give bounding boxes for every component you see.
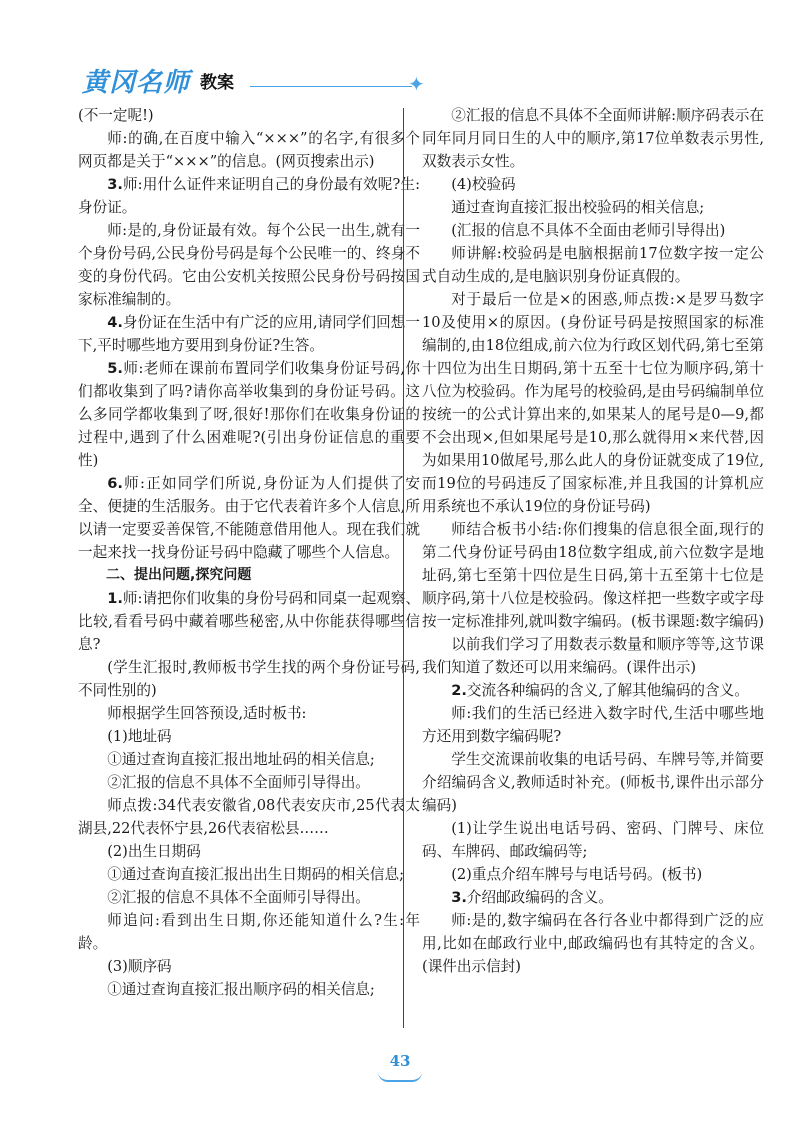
paragraph-text: 身份证在生活中有广泛的应用,请同学们回想一下,平时哪些地方要用到身份证?生答。: [78, 314, 420, 354]
paragraph-text: 师根据学生回答预设,适时板书:: [107, 705, 307, 722]
paragraph: [78, 656, 420, 702]
paragraph: [422, 219, 764, 242]
paragraph: [78, 794, 420, 840]
paragraph: [422, 633, 764, 679]
paragraph-text: 交流各种编码的含义,了解其他编码的含义。: [466, 682, 749, 699]
paragraph: [78, 173, 420, 219]
paragraph-text: 通过查询直接汇报出校验码的相关信息;: [451, 199, 705, 216]
paragraph-text: ①通过查询直接汇报出地址码的相关信息;: [107, 751, 375, 768]
paragraph: [78, 472, 420, 564]
paragraph-text: (2)重点介绍车牌号与电话号码。(板书): [451, 866, 703, 883]
paragraph-text: (3)顺序码: [107, 958, 172, 975]
paragraph: [422, 288, 764, 518]
paragraph-text: ②汇报的信息不具体不全面师讲解:顺序码表示在同年同月同日生的人中的顺序,第17位单数表示男性,双数表示女性。: [422, 107, 764, 170]
paragraph: [78, 587, 420, 656]
sparkle-icon: ✦: [408, 72, 425, 96]
paragraph-text: (4)校验码: [451, 176, 516, 193]
paragraph-text: (1)让学生说出电话号码、密码、门牌号、床位码、车牌码、邮政编码等;: [422, 820, 764, 860]
paragraph-text: 师追问:看到出生日期,你还能知道什么?生:年龄。: [78, 912, 420, 952]
paragraph-text: 二、提出问题,探究问题: [106, 567, 252, 583]
paragraph: [78, 564, 420, 587]
paragraph-text: 以前我们学习了用数表示数量和顺序等等,这节课我们知道了数还可以用来编码。(课件出示): [422, 636, 764, 676]
paragraph-text: 介绍邮政编码的含义。: [466, 889, 613, 906]
paragraph: [78, 748, 420, 771]
right-column: [422, 104, 764, 978]
paragraph-text: 师:老师在课前布置同学们收集身份证号码,你们都收集到了吗?请你高举收集到的身份证号码。这么多同学都收集到了呀,很好!那你们在收集身份证的过程中,遇到了什么困难呢?(引出身份证信息的重要性): [78, 360, 420, 469]
paragraph: [422, 748, 764, 817]
item-number: 6.: [107, 475, 123, 492]
paragraph: [78, 771, 420, 794]
brand-subtitle: 教案: [200, 73, 234, 93]
paragraph: [78, 219, 420, 311]
paragraph: [422, 863, 764, 886]
page-number: 43: [389, 1052, 411, 1070]
paragraph: [78, 886, 420, 909]
paragraph-text: 师:我们的生活已经进入数字时代,生活中哪些地方还用到数字编码呢?: [422, 705, 764, 745]
paragraph: [78, 311, 420, 357]
paragraph-text: 师:是的,数字编码在各行各业中都得到广泛的应用,比如在邮政行业中,邮政编码也有其特定的含义。(课件出示信封): [422, 912, 764, 975]
paragraph-text: (不一定呢!): [78, 107, 154, 124]
paragraph: [422, 104, 764, 173]
paragraph-text: 对于最后一位是×的困惑,师点拨:×是罗马数字10及使用×的原因。(身份证号码是按照国家的标准编制的,由18位组成,前六位为行政区划代码,第七至第十四位为出生日期码,第十五至十七位为顺序码,第十八位为校验码。作为尾号的校验码,是由号码编制单位按统一的公式计算出来的,如果某人的尾号是0—9,都不会出现×,但如果尾号是10,那么就得用×来代替,因为如果用10做尾号,那么此人的身份证就变成了19位,而19位的号码违反了国家标准,并且我国的计算机应用系统也不承认19位的身份证号码): [422, 291, 764, 515]
paragraph: [422, 817, 764, 863]
paragraph: [78, 909, 420, 955]
paragraph-text: ①通过查询直接汇报出顺序码的相关信息;: [107, 981, 375, 998]
paragraph-text: 师:的确,在百度中输入“×××”的名字,有很多个网页都是关于“×××”的信息。(网页搜索出示): [78, 130, 420, 170]
paragraph-text: 师点拨:34代表安徽省,08代表安庆市,25代表太湖县,22代表怀宁县,26代表宿松县……: [78, 797, 420, 837]
paragraph: [78, 863, 420, 886]
paragraph-text: 学生交流课前收集的电话号码、车牌号等,并简要介绍编码含义,教师适时补充。(师板书,课件出示部分编码): [422, 751, 764, 814]
paragraph-text: (汇报的信息不具体不全面由老师引导得出): [451, 222, 726, 239]
page-number-ornament: [378, 1072, 422, 1082]
item-number: 2.: [451, 682, 467, 699]
header-rule: [250, 86, 412, 87]
paragraph: [78, 955, 420, 978]
paragraph: [78, 357, 420, 472]
paragraph-text: (1)地址码: [107, 728, 172, 745]
paragraph-text: 师:用什么证件来证明自己的身份最有效呢?生:身份证。: [78, 176, 420, 216]
paragraph: [78, 978, 420, 1001]
paragraph: [422, 242, 764, 288]
item-number: 4.: [107, 314, 123, 331]
paragraph-text: 师:是的,身份证最有效。每个公民一出生,就有一个身份号码,公民身份号码是每个公民唯一的、终身不变的身份代码。它由公安机关按照公民身份号码按国家标准编制的。: [78, 222, 420, 308]
item-number: 1.: [107, 590, 123, 607]
item-number: 3.: [451, 889, 467, 906]
paragraph-text: ②汇报的信息不具体不全面师引导得出。: [107, 774, 370, 791]
paragraph-text: (2)出生日期码: [107, 843, 201, 860]
paragraph: [422, 173, 764, 196]
paragraph: [422, 518, 764, 633]
paragraph: [422, 702, 764, 748]
paragraph-text: 师结合板书小结:你们搜集的信息很全面,现行的第二代身份证号码由18位数字组成,前六位数字是地址码,第七至第十四位是生日码,第十五至第十七位是顺序码,第十八位是校验码。像这样把一些数字或字母按一定标准排列,就叫数字编码。(板书课题:数字编码): [422, 521, 765, 630]
item-number: 5.: [107, 360, 123, 377]
paragraph-text: ①通过查询直接汇报出出生日期码的相关信息;: [107, 866, 404, 883]
column-divider: [403, 108, 404, 1028]
brand-title: 黄冈名师: [82, 68, 191, 98]
paragraph: [422, 886, 764, 909]
paragraph-text: ②汇报的信息不具体不全面师引导得出。: [107, 889, 370, 906]
paragraph: [78, 725, 420, 748]
paragraph-text: 师讲解:校验码是电脑根据前17位数字按一定公式自动生成的,是电脑识别身份证真假的。: [422, 245, 764, 285]
paragraph-text: 师:请把你们收集的身份号码和同桌一起观察、比较,看看号码中藏着哪些秘密,从中你能获得哪些信息?: [78, 590, 420, 653]
paragraph: [422, 909, 764, 978]
paragraph: [422, 196, 764, 219]
paragraph: [78, 702, 420, 725]
paragraph: [78, 840, 420, 863]
paragraph: [78, 127, 420, 173]
paragraph: [422, 679, 764, 702]
left-column: [78, 104, 420, 1001]
item-number: 3.: [107, 176, 123, 193]
paragraph: [78, 104, 420, 127]
page-header: [82, 62, 732, 102]
paragraph-text: 师:正如同学们所说,身份证为人们提供了安全、便捷的生活服务。由于它代表着许多个人信息,所以请一定要妥善保管,不能随意借用他人。现在我们就一起来找一找身份证号码中隐藏了哪些个人信息。: [78, 475, 420, 561]
paragraph-text: (学生汇报时,教师板书学生找的两个身份证号码,不同性别的): [78, 659, 420, 699]
